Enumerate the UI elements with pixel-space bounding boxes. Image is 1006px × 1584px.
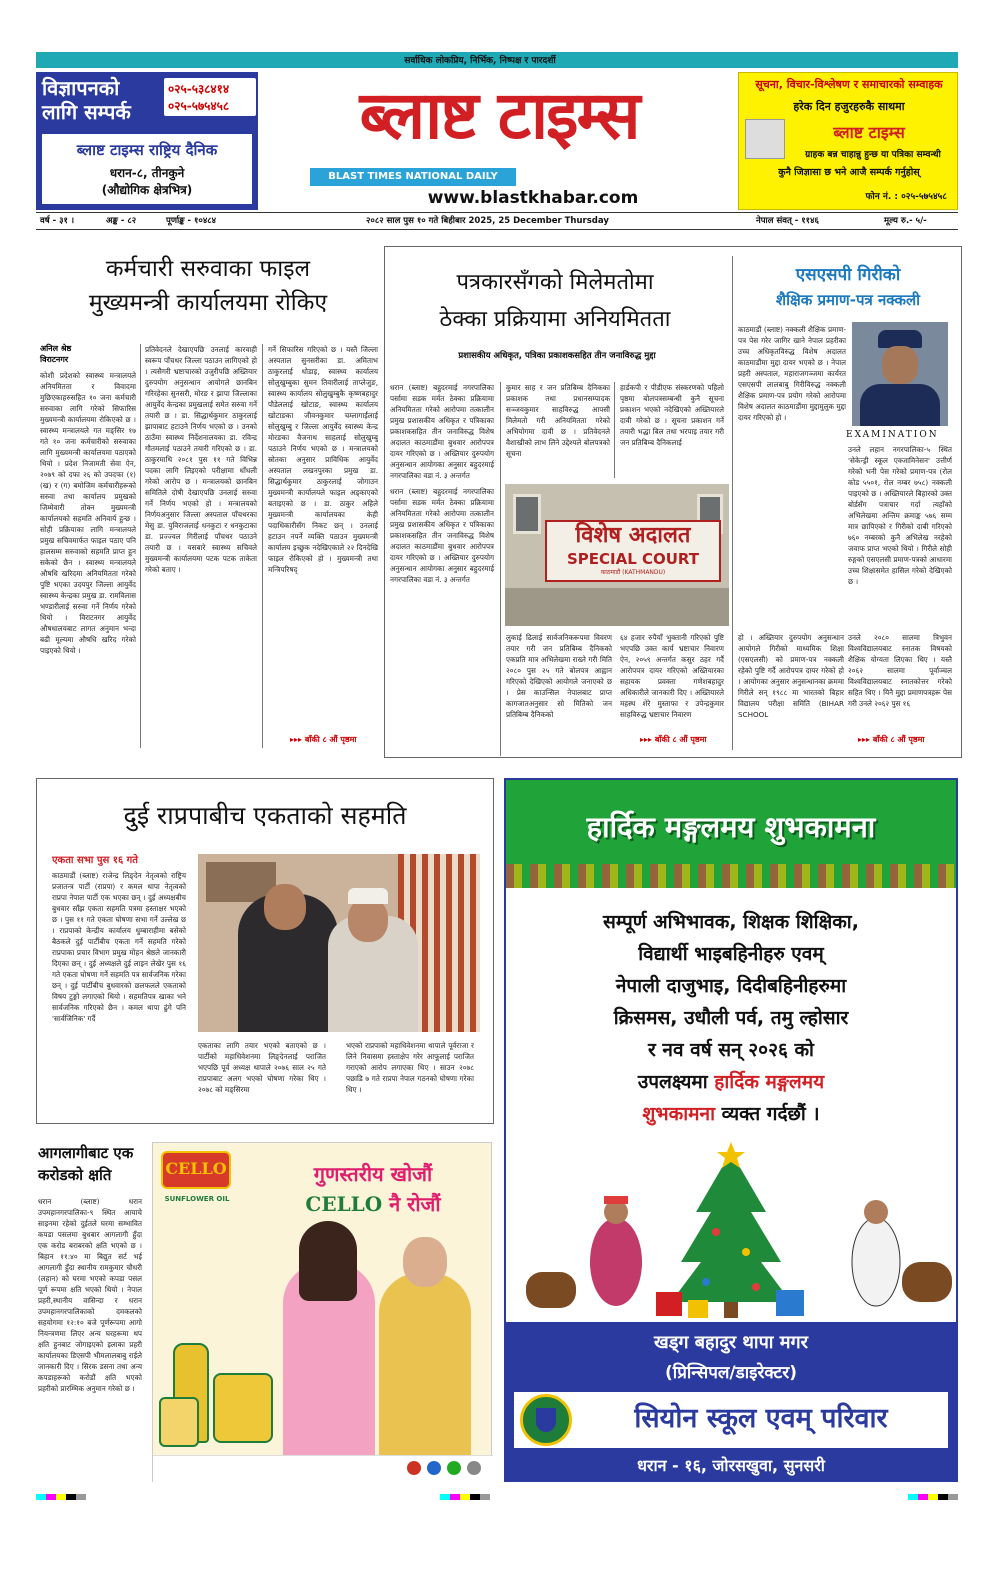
certification-icon <box>447 1461 461 1475</box>
ornament-icon <box>712 1228 720 1236</box>
story-4-column-3: भएको राप्रपाको महाधिवेशनमा थापाले पूर्वराजा र लिने निवासमा हस्ताक्षेप गरेर आफूलाई पराजित गराएको आरोप लगाएका थिए । साउन २०७८ पछाडि ७ गते राप्रपा नेपाल गठनको घोषणा गरेका थिए । <box>346 1041 477 1094</box>
ornament-band <box>506 864 956 888</box>
certification-strip <box>153 1455 493 1483</box>
court-window <box>513 494 541 534</box>
principal-name: खड्ग बहादुर थापा मगर <box>653 1332 808 1353</box>
issue-bar: वर्ष - ३१ । अङ्क - ८२ पूर्णाङ्क - १०४८४ २०८२ साल पुस १० गते बिहीबार 2025, 25 December Thursday नेपाल संवत् - ११४६ मूल्य रु.- ५/- <box>36 212 958 230</box>
cello-slogan: गुणस्तरीय खोजौं CELLO नै रोजौं <box>305 1162 441 1216</box>
school-name-bar <box>514 1392 948 1448</box>
ad-contact-phones: ०२५-५३८४१४ ०२५-५७५४५८ <box>164 78 256 116</box>
greeting-ad <box>504 778 958 1482</box>
ad-contact-title: विज्ञापनको लागि सम्पर्क <box>42 76 131 124</box>
tree-trunk <box>724 1302 738 1318</box>
ad-contact-info: ब्लाष्ट टाइम्स राष्ट्रिय दैनिक धरान-८, तीनकुने (औद्योगिक क्षेत्रभित्र) <box>42 134 252 204</box>
column-divider <box>732 256 733 750</box>
column-divider <box>262 344 263 748</box>
greeting-message: सम्पूर्ण अभिभावक, शिक्षक शिक्षिका, विद्यार्थी भाइबहिनीहरु एवम् नेपाली दाजुभाइ, दिदीबहिनीहरुमा क्रिसमस, उधौली पर्व, तमु ल्होसार र नव वर्ष सन् २०२६ को उपलक्ष्यमा हार्दिक मङ्गलमय शुभकामना व्यक्त गर्दछौं । <box>603 911 859 1125</box>
dancer-right-head <box>864 1200 888 1224</box>
special-court-photo <box>505 484 729 626</box>
model-right <box>379 1273 471 1483</box>
story-1-column-3: गर्ने सिफारिस गरिएको छ । यस्तै जिल्ला अस्पताल सुनसरीका डा. अमिताभ ठाकुरलाई धोडाइ, स्वास्थ्य कार्यालय सोलुखुम्बुका सुमन तिवारीलाई ताप्लेजुङ, स्वास्थ्य कार्यालय सोलुखुम्बुकै कृष्णबहादुर पौडेललाई खोटाङ, स्वास्थ्य कार्यालय खोटाङका जीवनकुमार चम्लागाईंलाई सोलुखुम्बु र जिल्ला आयुर्वेद स्वास्थ्य केन्द्र मोरङका वैजनाथ साहलाई सोलुखुम्बु पठाउने निर्णय भएको छ । मन्त्रालयको स्रोतका अनुसार प्राविधिक आयुर्वेद अस्पताल लखनपुरका प्रमुख डा. सिद्धार्थकुमार ठाकुरलाई जोगाउन मुख्यमन्त्री कार्यालयले फाइल अड्काएको बताइएको छ । डा. ठाकुर अहिले मुख्यमन्त्री कार्यालयका केही पदाधिकारीसँग निकट छन् । उनलाई हटाउन नपर्ने व्यक्ति पठाउन मुख्यमन्त्री कार्यालय इच्छुक नदेखिएकाले २२ दिनदेखि फाइल रोकिएको हो । मुख्यमन्त्री तथा मन्त्रिपरिषद् <box>268 345 381 574</box>
officer-face <box>882 346 918 384</box>
story-2-headline: पत्रकारसँगको मिलेमतोमा ठेक्का प्रक्रियामा अनियमितता <box>439 270 671 332</box>
school-logo-shield-icon <box>536 1408 556 1432</box>
principal-title: (प्रिन्सिपल/डाइरेक्टर) <box>665 1363 797 1383</box>
continue-arrow-icon: ▸▸▸ <box>858 735 871 744</box>
court-signboard: विशेष अदालत SPECIAL COURT काठमाडौं (KATHMANDU) <box>545 520 721 582</box>
gift-box-icon <box>776 1290 804 1316</box>
school-address: धरान - १६, जोरसखुवा, सुनसरी <box>637 1456 825 1475</box>
masthead-tagline: सर्वाधिक लोकप्रिय, निर्भिक, निष्पक्ष र पारदर्शी <box>404 56 556 66</box>
story-3-headline: एसएसपी गिरीको शैक्षिक प्रमाण-पत्र नक्कली <box>775 265 921 309</box>
certification-icon <box>427 1461 441 1475</box>
story-1-column-2: प्रतिवेदनले देखाएपछि उनलाई कारवाही स्वरूप पाँचथर जिल्ला पठाउन लागिएको हो । त्यसैगरी भ्रष्टाचारको उजुरीपछि अख्तियार दुरुपयोग अनुसन्धान आयोगले छानबिन गरिरहेका सुनसरी, मोरङ र झापा जिल्लाका आयुर्वेद केन्द्रका प्रमुखलाई समेत सरुवा गर्ने तयारी छ । डा. सिद्धार्थकुमार ठाकुरलाई झापाबाट हटाउने निर्णय भएको छ । उनको ठाउँमा स्वास्थ्य निर्देशनालयका डा. रविन्द्र गौतमलाई पठाउने तयारी गरिएको छ । डा. ठाकुरमाथि २०८१ पुस ११ गते विभिन्न पदका लागि लिइएको परीक्षामा धाँधली गरेको आरोप छ । मन्त्रालयको छानबिन समितिले दोषी देखाएपछि उनलाई सरुवा गर्ने निर्णय भएको हो । मन्त्रालयको निर्णयअनुसार जिल्ला अस्पताल पाँचथरका मेसु डा. युविराजलाई धनकुटा र धनकुटाका डा. प्रज्ज्वल गिरीलाई पाँचथर पठाउने तयारी छ । यसबारे स्वास्थ्य सचिवले मुख्यमन्त्री कार्यालयमा पटक पटक ताकेता गरेको बताए । <box>145 345 260 574</box>
story-1-headline: कर्मचारी सरुवाका फाइल मुख्यमन्त्री कार्यालयमा रोकिए <box>88 256 328 316</box>
school-name: सियोन स्कूल एवम् परिवार <box>634 1403 888 1434</box>
story-1-byline: अनिल श्रेष्ठ विराटनगर <box>40 344 72 364</box>
christmas-scene <box>506 1142 956 1322</box>
story-4-column-2: एकताका लागि तयार भएको बताएको छ । पार्टीको महाधिवेशनमा लिङ्देनलाई पराजित भएपछि पूर्व अध्यक्ष थापाले २०७६ साल २५ गते राप्रपाबाट अलग भएको घोषणा गरेका थिए । २०७८ को मङ्सिरमा <box>198 1041 329 1094</box>
greeting-footer <box>506 1322 956 1482</box>
story-2-column-3: हार्डकपी र पीडीएफ संस्करणको पहिलो पृष्ठमा बोलपत्रसम्बन्धी कुनै सूचना प्रकाशन भएको नदेखिएको अख्तियारले दावी गरेको छ । सूचना प्रकाशन गर्ने तयारी भद्धा बिल तथा भरपाइ तयार गरी जन प्रतिबिम्ब दैनिकलाई <box>620 383 727 447</box>
story-2-column-1: धरान (ब्लाष्ट) बहुदरमाई नगरपालिका पर्सामा सडक मर्मत ठेक्का प्रक्रियामा अनियमितता गरेको आरोपमा तत्कालीन प्रमुख प्रशासकीय अधिकृत र पत्रिकाका प्रकाशकसहित तीन जनाविरुद्ध विशेष अदालत काठमाडौंमा बुधवार आरोपपत्र दायर गरिएको छ । अख्तियार दुरुपयोग अनुसन्धान आयोगका अनुसार बहुदरमाई नगरपालिका वडा नं. ३ अन्तर्गत <box>390 383 497 480</box>
subscription-box: सूचना, विचार-विश्लेषण र समाचारको सम्वाहक हरेक दिन हजुरहरुकै साथमा ब्लाष्ट टाइम्स ग्राहक बन्न चाहान्नु हुन्छ या पत्रिका सम्वन्धी कुनै जिज्ञासा छ भने आजै सम्पर्क गर्नुहोस् फोन नं. : ०२५-५७५४५८ <box>738 72 958 210</box>
photo-caption: EXAMINATION <box>846 430 939 440</box>
model-right-face <box>403 1237 447 1287</box>
story-2-column-0: धरान (ब्लाष्ट) बहुदरमाई नगरपालिका पर्सामा सडक मर्मत ठेक्का प्रक्रियामा अनियमितता गरेको आरोपमा तत्कालीन प्रमुख प्रशासकीय अधिकृत र पत्रिकाका प्रकाशकसहित तीन जनाविरुद्ध विशेष अदालत काठमाडौंमा बुधवार आरोपपत्र दायर गरिएको छ । अख्तियार दुरुपयोग अनुसन्धान आयोगका अनुसार बहुदरमाई नगरपालिका वडा नं. ३ अन्तर्गत <box>390 487 497 584</box>
oil-jar <box>213 1373 273 1443</box>
officer-uniform <box>860 384 940 426</box>
story-3-column-1b: हो । अख्तियार दुरुपयोग अनुसन्धान आयोगले गिरीको माध्यमिक शिक्षा (एसएलसी) को प्रमाण-पत्र नक्कली रहेको पुष्टि गर्दै आरोपपत्र दायर गरेको हो । आयोगका अनुसार अनुसन्धानका क्रममा गिरीले सन् १९८८ मा भारतको बिहार विद्यालय परीक्षा समिति (BIHAR SCHOOL <box>738 633 847 719</box>
story-1-continued: ▸▸▸ बाँकी ८ औं पृष्ठमा <box>290 735 357 744</box>
ornament-icon <box>742 1248 750 1256</box>
column-divider <box>614 382 615 478</box>
cello-logo: CELLO <box>161 1151 231 1189</box>
gift-box-icon <box>656 1292 682 1316</box>
registration-marks <box>908 1494 958 1500</box>
story-2-column-2: कुमार साह र जन प्रतिबिम्ब दैनिकका प्रकाशक तथा प्रधानसम्पादक सञ्जयकुमार साहविरुद्ध आपसी मिलेमतो गरी अनियमितता गरेको अभियोगमा दावी छ । प्रतिवेदनले वैशाखीको लाभ लिने उद्देश्यले बोलपत्रको सूचना <box>506 383 613 458</box>
cello-ad <box>152 1142 492 1482</box>
certification-icon <box>467 1461 481 1475</box>
story-4-column-1: काठमाडौं (ब्लाष्ट) राजेन्द्र लिङ्देन नेतृत्वको राष्ट्रिय प्रजातन्त्र पार्टी (राप्रपा) र कमल थापा नेतृत्वको राप्रपा नेपाल पार्टी एक भएका छन् । दुई अध्यक्षबीच बुधवार साँझ एकता सहमति पत्रमा हस्ताक्षर भएको छ । पुस ११ गते एकता घोषणा सभा गर्ने उल्लेख छ । राप्रपाको केन्द्रीय कार्यालय धुम्बाराहीमा बसेको बैठकले दुई पार्टीबीच एकता गर्ने सहमति गरेको राप्रपाका प्रचार विभाग प्रमुख मोहन श्रेष्ठले जानकारी दिएका छन् । दुई अध्यक्षले दुई लाइन लेखेर पुस १६ गते एकता घोषणा गर्ने सहमति पत्र सार्वजनिक गरेका छन् । दुई पार्टीबीच बुधवारको छलफलले एकताको विषय टुङ्गो लगाएको थियो । सहमतिपत्र खाका भने सार्वजनिक गरिएको छैन । कमल थापा ढुंगे पनि 'सार्वजिनिक' गर्दै <box>52 871 189 1023</box>
story-2-column-2b: ६४ हजार रुपैयाँ भुक्तानी गरिएको पुष्टि भएपछि उक्त कार्य भ्रष्टाचार निवारण ऐन, २०५९ अन्तर्गत कसुर ठहर गर्दै आरोपपत्र दायर गरिएको अख्तियारका सहायक प्रवक्ता गणेशबहादुर अधिकारीले जानकारी दिए । अख्तियारले महस्थ शेरे मुस्ताफा र उपेन्द्रकुमार साहविरुद्ध भ्रष्टाचार निवारण <box>620 633 727 719</box>
certification-icon <box>407 1461 421 1475</box>
story-2-subhead: प्रशासकीय अधिकृत, पत्रिका प्रकाशकसहित तीन जनाविरुद्ध मुद्दा <box>458 351 656 361</box>
story-4-headline: दुई राप्रपाबीच एकताको सहमति <box>123 801 407 830</box>
cello-product: SUNFLOWER OIL <box>164 1195 230 1203</box>
logo-english-name: BLAST TIMES NATIONAL DAILY <box>310 168 516 186</box>
person-right-cap <box>348 888 388 904</box>
model-left-hair <box>299 1221 357 1301</box>
drum-icon <box>902 1262 952 1302</box>
continue-arrow-icon: ▸▸▸ <box>640 735 653 744</box>
dancer-left <box>590 1218 642 1306</box>
story-5-headline: आगलागीबाट एक करोडको क्षति <box>38 1144 134 1184</box>
story-4-subhead: एकता सभा पुस १६ गते <box>52 855 138 866</box>
story-1-column-1: कोशी प्रदेशको स्वास्थ्य मन्त्रालयले अनियमितता र विवादमा मुछिएकाहरुसहित १० जना कर्मचारी सरुवाका लागि गरेको सिफारिस मुख्यमन्त्री कार्यालयमा रोकिएको छ । स्वास्थ्य मन्त्रालयले गत मङ्सिर १७ गते १० जना कर्मचारीको सरुवाका लागि मुख्यमन्त्री कार्यालयमा पठाएको थियो । प्रदेश निजामती सेवा ऐन, २०७९ को दफा २६ को उपदफा (१) (ख) र (ग) बमोजिम कर्मचारीहरूको सरुवा तथा कार्यालय प्रमुखको जिम्मेवारी तोक्न मुख्यमन्त्री कार्यालयको सहमति अनिवार्य हुन्छ । सोही प्रक्रियाका लागि मन्त्रालयले प्रमुख सचिवमार्फत फाइल पठाए पनि हालसम्म सरुवाको सहमति प्राप्त हुन सकेको छैन । स्वास्थ्य मन्त्रालयले औषधि खरिदमा अनियमितता गरेको पुष्टि भएका उदयपुर जिल्ला आयुर्वेद स्वास्थ्य केन्द्रका प्रमुख डा. रामविलास भण्डारीलाई सरुवा गर्ने निर्णय गरेको थियो । विराटनगर आयुर्वेद औषधालयबाट लागत अनुमान भन्दा बढी मूल्यमा औषधि खरिद गरेको पाइएको थियो । <box>40 371 139 655</box>
politicians-photo <box>198 854 480 1032</box>
column-divider <box>500 382 501 756</box>
registration-marks <box>440 1494 490 1500</box>
logo-wordmark: ब्लाष्ट टाइम्स <box>359 77 639 154</box>
continue-arrow-icon: ▸▸▸ <box>290 735 303 744</box>
story-2-column-1b: लुकाई ढिलाई सार्वजनिकरूपमा विवरण तयार गरी जन प्रतिबिम्ब दैनिकको एकप्रति मात्र अभिलेखमा राख्ने गरी मिति २०८० पुस २५ गते बोलपत्र आह्वान गरिएको देखिएको आयोगले जनाएको छ । प्रेस काउन्सिल नेपालबाट प्राप्त कागजातअनुसार सो मितिको जन प्रतिबिम्ब दैनिकको <box>506 633 615 719</box>
officer-photo <box>852 322 948 426</box>
christmas-illustration <box>506 1142 956 1322</box>
greeting-banner-text: हार्दिक मङ्गलमय शुभकामना <box>586 810 876 844</box>
story-5-text: धरान (ब्लाष्ट) धरान उपमहानगरपालिका-९ स्थित आयाचे साइनमा रहेको दुईतले घरमा सम्भावित कपडा पसलमा बुधबार आगलागी हुँदा एक करोड बराबरको क्षति भएको छ । बिहान ११:४० मा बिद्युत सर्ट भई आगलागी हुँदा स्थानीय रामकुमार चौधरी (लहान) को घरमा भएको कपडा पसल पूर्ण रूपमा क्षति भएको थियो । नेपाल प्रहरी,स्थानीय वासिन्दा र धरान उपमहानगरपालिकाको दमकलको सहयोगमा १२:१० बजे पूर्णरूपमा आगो नियन्त्रणमा लिएर अन्य घरहरूमा थप क्षति हुनबाट जोगाइएको इलाका प्रहरी कार्यालयका डिएसपी भीमलालबाबु राईले जानकारी दिए । सिरक डसना तथा अन्य कपडाहरूको करोडौं क्षति भएको प्रहरीको प्रारम्भिक अनुमान गरेको छ । <box>38 1197 145 1393</box>
logo-website: www.blastkhabar.com <box>427 188 639 208</box>
person-right-face <box>348 898 388 942</box>
story-3-column-2: उनले लहान नगरपालिका-५ स्थित 'सेकेन्ड्री स्कूल एक्जामिनेसन' उत्तीर्ण गरेको भनी पेस गरेको प्रमाण-पत्र (रोल कोड ५५०१, रोल नम्बर ७५८) नक्कली पाइएको छ । अख्तियारले बिहारको उक्त बोर्डसँग पत्राचार गर्दा त्यहाँको अभिलेखमा अन्तिम क्रमाङ्क ५७६ सम्म मात्र छापिएको र गिरीको दाबी गरिएको ७६० नम्बरको कुनै अभिलेख नरहेको जवाफ प्राप्त भएको थियो । गिरीले सोही रुङ्गको एसएलसी प्रमाण-पत्रको आधारमा उच्च शिक्षासमेत हासिल गरेको देखिएको छ । <box>848 445 955 586</box>
oil-pouch <box>159 1397 199 1447</box>
gift-box-icon <box>688 1300 708 1318</box>
dancer-right <box>852 1218 900 1306</box>
drum-icon <box>526 1272 576 1308</box>
ornament-icon <box>702 1278 710 1286</box>
ornament-icon <box>752 1283 760 1291</box>
story-2-continued: ▸▸▸ बाँकी ८ औं पृष्ठमा <box>640 735 707 744</box>
newspaper-thumbnail <box>745 119 785 159</box>
story-3-continued: ▸▸▸ बाँकी ८ औं पृष्ठमा <box>858 735 925 744</box>
ad-contact-box <box>36 72 258 210</box>
story-3-column-2b: उनले २०८० सालमा त्रिभुवन विश्वविद्यालयबाट स्नातक विषयको शैक्षिक योग्यता लिएका थिए । यस्तै २०६२ सालमा पूर्वाञ्चल विश्वविद्यालयबाट स्नातकोत्तर गरेको सहित थिए । यिनै मुद्दा प्रमाणपत्रहरू पेस गरी उनले २०६२ पुस १६ <box>848 633 955 708</box>
greeting-banner <box>506 780 956 888</box>
registration-marks <box>36 1494 86 1500</box>
person-left-face <box>264 884 306 930</box>
dancer-left-hat <box>604 1196 628 1204</box>
christmas-tree-icon <box>671 1152 791 1302</box>
column-divider <box>140 344 141 748</box>
story-3-column-1: काठमाडौं (ब्लाष्ट) नक्कली शैक्षिक प्रमाण-पत्र पेस गरेर जागिर खाने नेपाल प्रहरीका उच्च अधिकृतविरुद्ध विशेष अदालत काठमाडौंमा मुद्दा दायर भएको छ । नेपाल प्रहरी अस्पताल, महाराजगञ्जमा कार्यरत एसएसपी लालबाबु गिरीविरुद्ध नक्कली शैक्षिक प्रमाण-पत्र प्रयोग गरेको आरोपमा विशेष अदालत काठमाडौंमा मुद्दामुलुक मुद्दा दायर गरिएको हो । <box>738 325 849 422</box>
court-wall <box>505 588 729 626</box>
masthead-logo <box>268 70 730 216</box>
